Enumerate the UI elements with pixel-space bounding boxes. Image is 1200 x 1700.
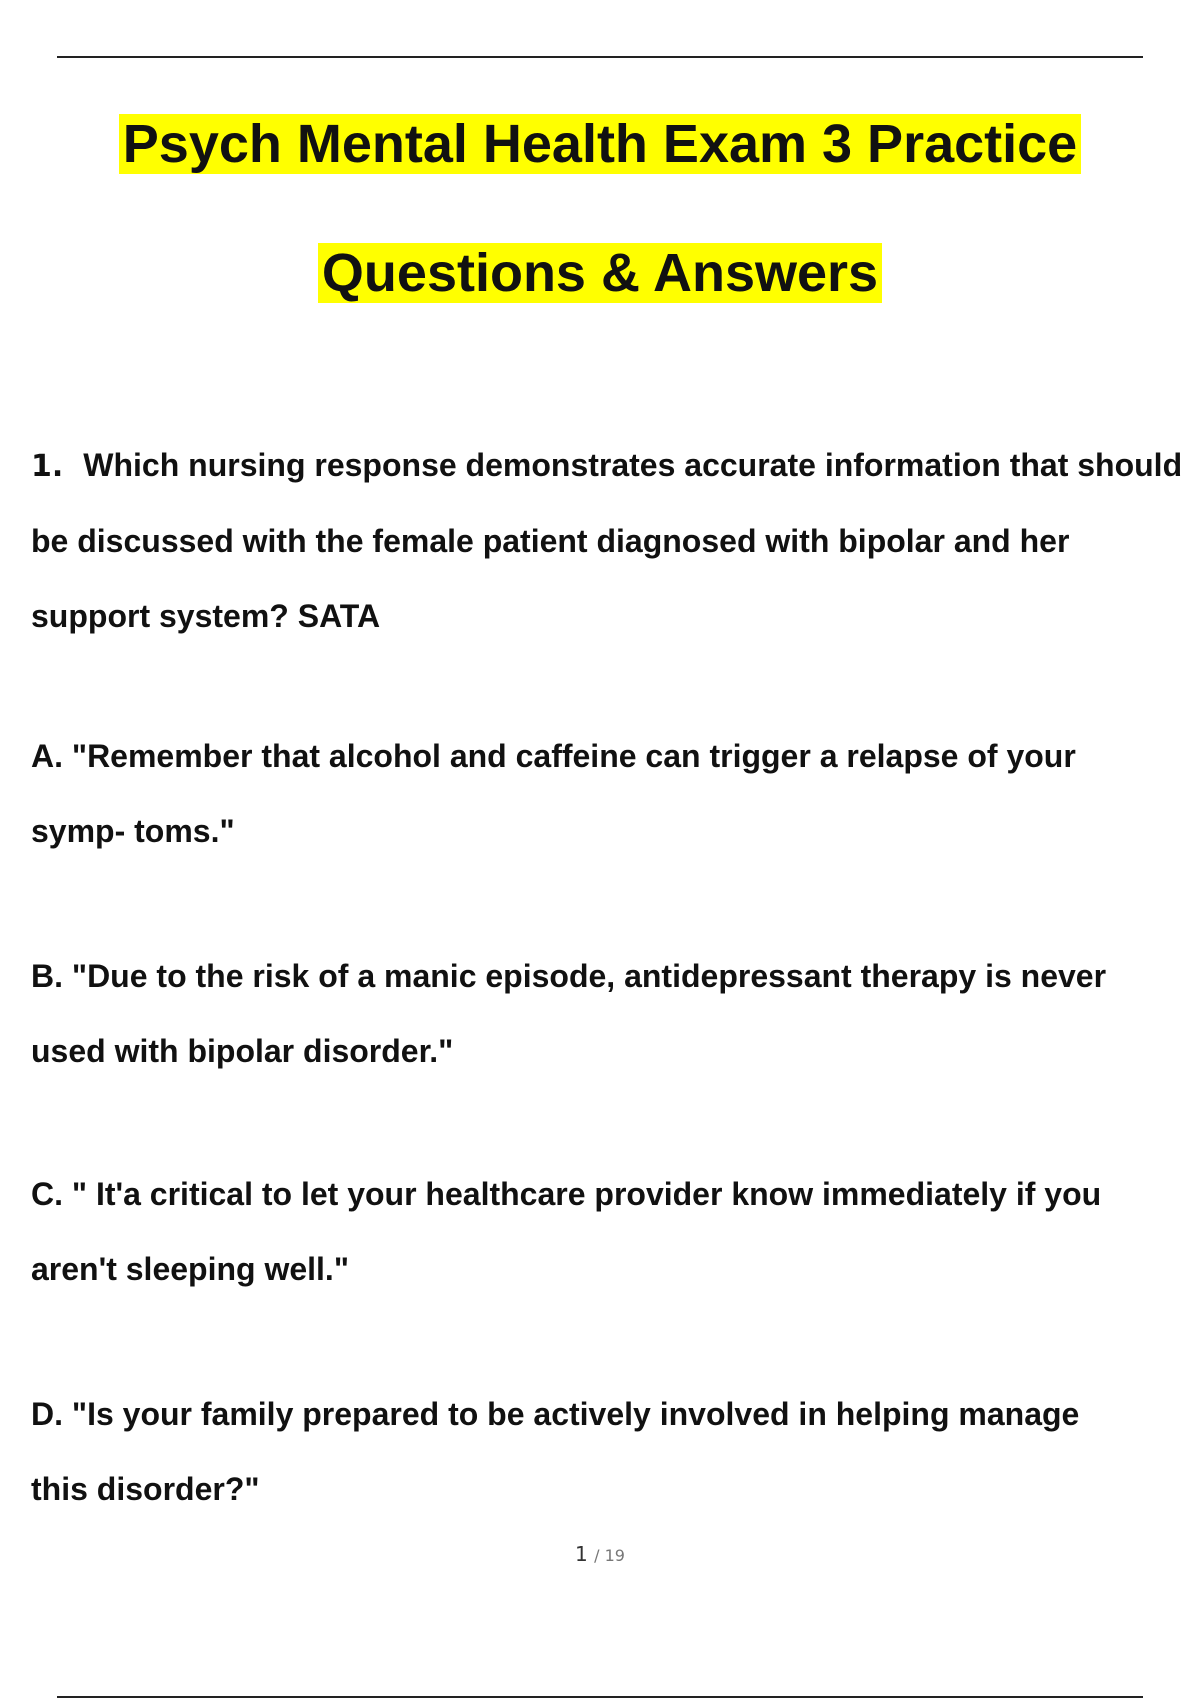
document-title-line-2 bbox=[0, 240, 1200, 306]
question-stem-line-1 bbox=[31, 428, 1200, 504]
page-indicator bbox=[0, 1542, 1200, 1566]
bottom-divider bbox=[57, 1696, 1143, 1698]
title-highlight-1: Psych Mental Health Exam 3 Practice bbox=[119, 114, 1081, 174]
option-d-line-2: this disorder?" bbox=[31, 1471, 260, 1507]
option-c-line-1: C. " It'a critical to let your healthcare provider know immediately if you bbox=[31, 1176, 1102, 1212]
answer-option-c bbox=[31, 1157, 1200, 1307]
page-current: 1 bbox=[575, 1542, 588, 1566]
question-stem-line-2: be discussed with the female patient diagnosed with bipolar and her bbox=[31, 523, 1070, 559]
question-stem bbox=[31, 428, 1200, 654]
option-a-line-1: A. "Remember that alcohol and caffeine can trigger a relapse of your bbox=[31, 738, 1076, 774]
question-number: 1. bbox=[31, 449, 64, 484]
option-a-line-2: symp- toms." bbox=[31, 813, 235, 849]
answer-option-b bbox=[31, 939, 1200, 1089]
document-title-line-1 bbox=[0, 111, 1200, 177]
answer-option-d bbox=[31, 1377, 1200, 1527]
option-b-line-2: used with bipolar disorder." bbox=[31, 1033, 454, 1069]
answer-option-a bbox=[31, 719, 1200, 869]
page-total: / 19 bbox=[594, 1546, 625, 1565]
top-divider bbox=[57, 56, 1143, 58]
question-stem-text-1: Which nursing response demonstrates accurate information that should bbox=[83, 447, 1183, 483]
option-c-line-2: aren't sleeping well." bbox=[31, 1251, 349, 1287]
option-b-line-1: B. "Due to the risk of a manic episode, antidepressant therapy is never bbox=[31, 958, 1107, 994]
title-highlight-2: Questions & Answers bbox=[318, 243, 882, 303]
question-stem-line-3: support system? SATA bbox=[31, 598, 381, 634]
option-d-line-1: D. "Is your family prepared to be actively involved in helping manage bbox=[31, 1396, 1080, 1432]
